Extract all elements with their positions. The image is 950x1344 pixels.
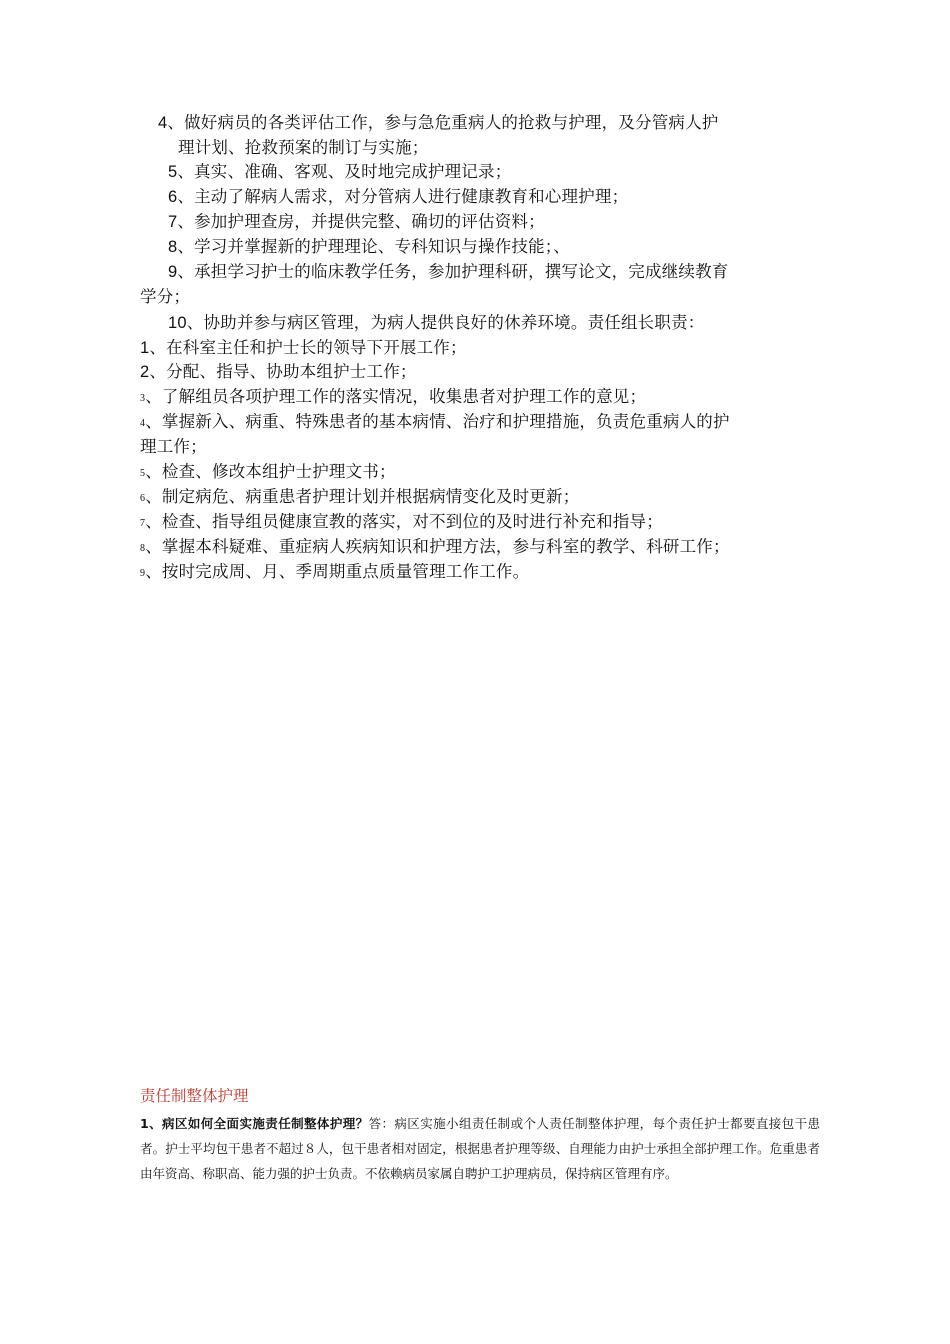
list1-item-5: 5、真实、准确、客观、及时地完成护理记录； [168, 162, 512, 181]
list2-item-1: 1、在科室主任和护士长的领导下开展工作； [140, 338, 467, 357]
list1-item-4-cont: 理计划、抢救预案的制订与实施； [178, 138, 429, 157]
list2-item-7: 7、检查、指导组员健康宣教的落实，对不到位的及时进行补充和指导； [140, 512, 663, 531]
list1-item-6: 6、主动了解病人需求，对分管病人进行健康教育和心理护理； [168, 187, 629, 206]
list1-item-9: 9、承担学习护士的临床教学任务，参加护理科研，撰写论文，完成继续教育 [168, 262, 729, 281]
list2-item-3: 3、了解组员各项护理工作的落实情况，收集患者对护理工作的意见； [140, 387, 647, 406]
list2-item-9: 9、按时完成周、月、季周期重点质量管理工作工作。 [140, 562, 530, 581]
list1-item-9-cont: 学分； [140, 287, 191, 306]
list1-item-7: 7、参加护理查房，并提供完整、确切的评估资料； [168, 212, 545, 231]
list2-item-5: 5、检查、修改本组护士护理文书； [140, 462, 396, 481]
section-question: 1、病区如何全面实施责任制整体护理？ [140, 1116, 369, 1131]
list1-item-8: 8、学习并掌握新的护理理论、专科知识与操作技能；、 [168, 237, 570, 256]
list1-item-4: 4、做好病员的各类评估工作，参与急危重病人的抢救与护理，及分管病人护 [158, 113, 719, 132]
list2-item-6: 6、制定病危、病重患者护理计划并根据病情变化及时更新； [140, 487, 580, 506]
list2-item-4-cont: 理工作； [140, 437, 207, 456]
list2-item-4: 4、掌握新入、病重、特殊患者的基本病情、治疗和护理措施，负责危重病人的护 [140, 412, 730, 431]
section-answer: 答：病区实施小组责任制或个人责任制整体护理，每个责任护士都要直接包干患者。护士平均包干患者不超过８人，包干患者相对固定，根据患者护理等级、自理能力由护士承担全部护理工作。危重患者由年资高、称职高、能力强的护士负责。不依赖病员家属自聘护工护理病员，保持病区管理有序。 [140, 1116, 820, 1181]
list2-item-2: 2、分配、指导、协助本组护士工作； [140, 362, 417, 381]
list2-item-8: 8、掌握本科疑难、重症病人疾病知识和护理方法，参与科室的教学、科研工作； [140, 537, 730, 556]
list1-item-10: 10、协助并参与病区管理，为病人提供良好的休养环境。责任组长职责： [168, 313, 705, 332]
section-paragraph [140, 1111, 820, 1186]
section-title: 责任制整体护理 [140, 1087, 249, 1105]
